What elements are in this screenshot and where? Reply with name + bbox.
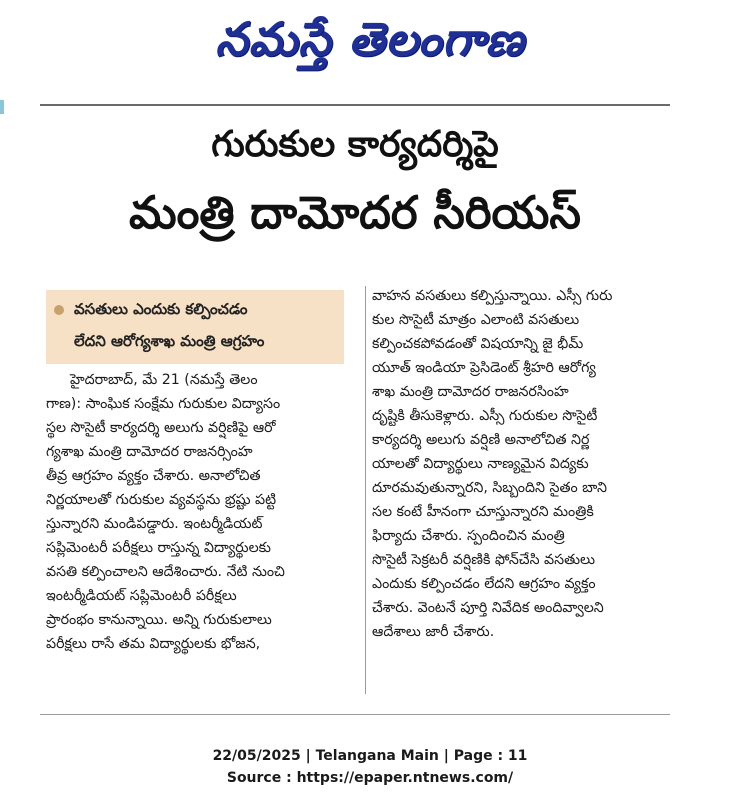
highlight-box bbox=[46, 290, 344, 364]
body-right-line: కార్యదర్శి అలుగు వర్షిణి అనాలోచిత నిర్ణ bbox=[372, 432, 590, 448]
body-right-line: కుల సొసైటీ మాత్రం ఎలాంటి వసతులు bbox=[372, 312, 580, 328]
body-right-line: కల్పించకపోవడంతో విషయాన్ని జై భీమ్ bbox=[372, 336, 584, 352]
body-left-line: పరీక్షలు రాసే తమ విద్యార్థులకు భోజన, bbox=[46, 636, 261, 652]
top-divider bbox=[40, 104, 670, 106]
newspaper-logo: నమస్తే తెలంగాణ bbox=[215, 12, 525, 66]
body-right-line: వాహన వసతులు కల్పిస్తున్నాయి. ఎస్సీ గురు bbox=[372, 288, 613, 304]
article-column-right bbox=[372, 284, 670, 704]
article-column-left bbox=[40, 284, 358, 704]
body-left-line: ప్రారంభం కానున్నాయి. అన్ని గురుకులాలు bbox=[46, 612, 272, 628]
body-left-line: నిర్ణయాలతో గురుకుల వ్యవస్థను భ్రష్టు పట్టి bbox=[46, 492, 277, 508]
body-right-line: సొసైటీ సెక్రటరీ వర్షిణికి ఫోన్‌చేసి వసతులు bbox=[372, 552, 596, 568]
body-right-line: ఆదేశాలు జారీ చేశారు. bbox=[372, 624, 495, 640]
body-left-line: స్తున్నారని మండిపడ్డారు. ఇంటర్మీడియట్ bbox=[46, 516, 263, 532]
body-right-line: యాలతో విద్యార్థులు నాణ్యమైన విద్యకు bbox=[372, 456, 589, 472]
footer-source: Source : https://epaper.ntnews.com/ bbox=[226, 770, 514, 786]
masthead bbox=[0, 0, 740, 90]
headline-line-1: గురుకుల కార్యదర్శిపై bbox=[211, 124, 499, 165]
column-divider bbox=[365, 286, 366, 694]
footer-edition-info: 22/05/2025 | Telangana Main | Page : 11 bbox=[212, 748, 528, 764]
body-left-line: హైదరాబాద్, మే 21 (నమస్తే తెలం bbox=[70, 372, 258, 388]
body-right-line: ఫిర్యాదు చేశారు. స్పందించిన మంత్రి bbox=[372, 528, 565, 544]
highlight-line-2: లేదని ఆరోగ్యశాఖ మంత్రి ఆగ్రహం bbox=[74, 332, 265, 350]
body-left-line: తీవ్ర ఆగ్రహం వ్యక్తం చేశారు. అనాలోచిత bbox=[46, 468, 261, 484]
article-body bbox=[40, 284, 670, 704]
body-left-line: సప్లిమెంటరీ పరీక్షలు రాస్తున్న విద్యార్థులకు bbox=[46, 540, 271, 556]
bottom-divider bbox=[40, 714, 670, 715]
body-right-line: సల కంటే హీనంగా చూస్తున్నారని మంత్రికి bbox=[372, 504, 594, 520]
body-left-line: గ్యశాఖ మంత్రి దామోదర రాజనర్సింహ bbox=[46, 444, 253, 460]
body-right-line: శాఖ మంత్రి దామోదర రాజనరసింహ bbox=[372, 384, 569, 400]
body-right-line: దూరమవుతున్నారని, సిబ్బందిని సైతం బాని bbox=[372, 480, 607, 496]
body-right-line: ఎందుకు కల్పించడం లేదని ఆగ్రహం వ్యక్తం bbox=[372, 576, 596, 592]
body-right-line: యూత్ ఇండియా ప్రెసిడెంట్ శ్రీహరి ఆరోగ్య bbox=[372, 360, 596, 376]
body-right-line: దృష్టికి తీసుకెళ్లారు. ఎస్సీ గురుకుల సొసైటీ bbox=[372, 408, 598, 424]
bullet-icon bbox=[54, 305, 64, 315]
body-left-line: ఇంటర్మీడియట్ సప్లిమెంటరీ పరీక్షలు bbox=[46, 588, 237, 604]
page-edge-marker bbox=[0, 100, 4, 114]
highlight-line-1: వసతులు ఎందుకు కల్పించడం bbox=[74, 300, 248, 318]
headline-line-2: మంత్రి దామోదర సీరియస్ bbox=[129, 186, 581, 239]
body-left-line: వసతి కల్పించాలని ఆదేశించారు. నేటి నుంచి bbox=[46, 564, 285, 580]
body-left-line: స్థల సొసైటీ కార్యదర్శి అలుగు వర్షిణిపై ఆరో bbox=[46, 420, 276, 436]
body-left-line: గాణ): సాంఘిక సంక్షేమ గురుకుల విద్యాసం bbox=[46, 396, 281, 412]
body-right-line: చేశారు. వెంటనే పూర్తి నివేదిక అందివ్వాలని bbox=[372, 600, 604, 616]
